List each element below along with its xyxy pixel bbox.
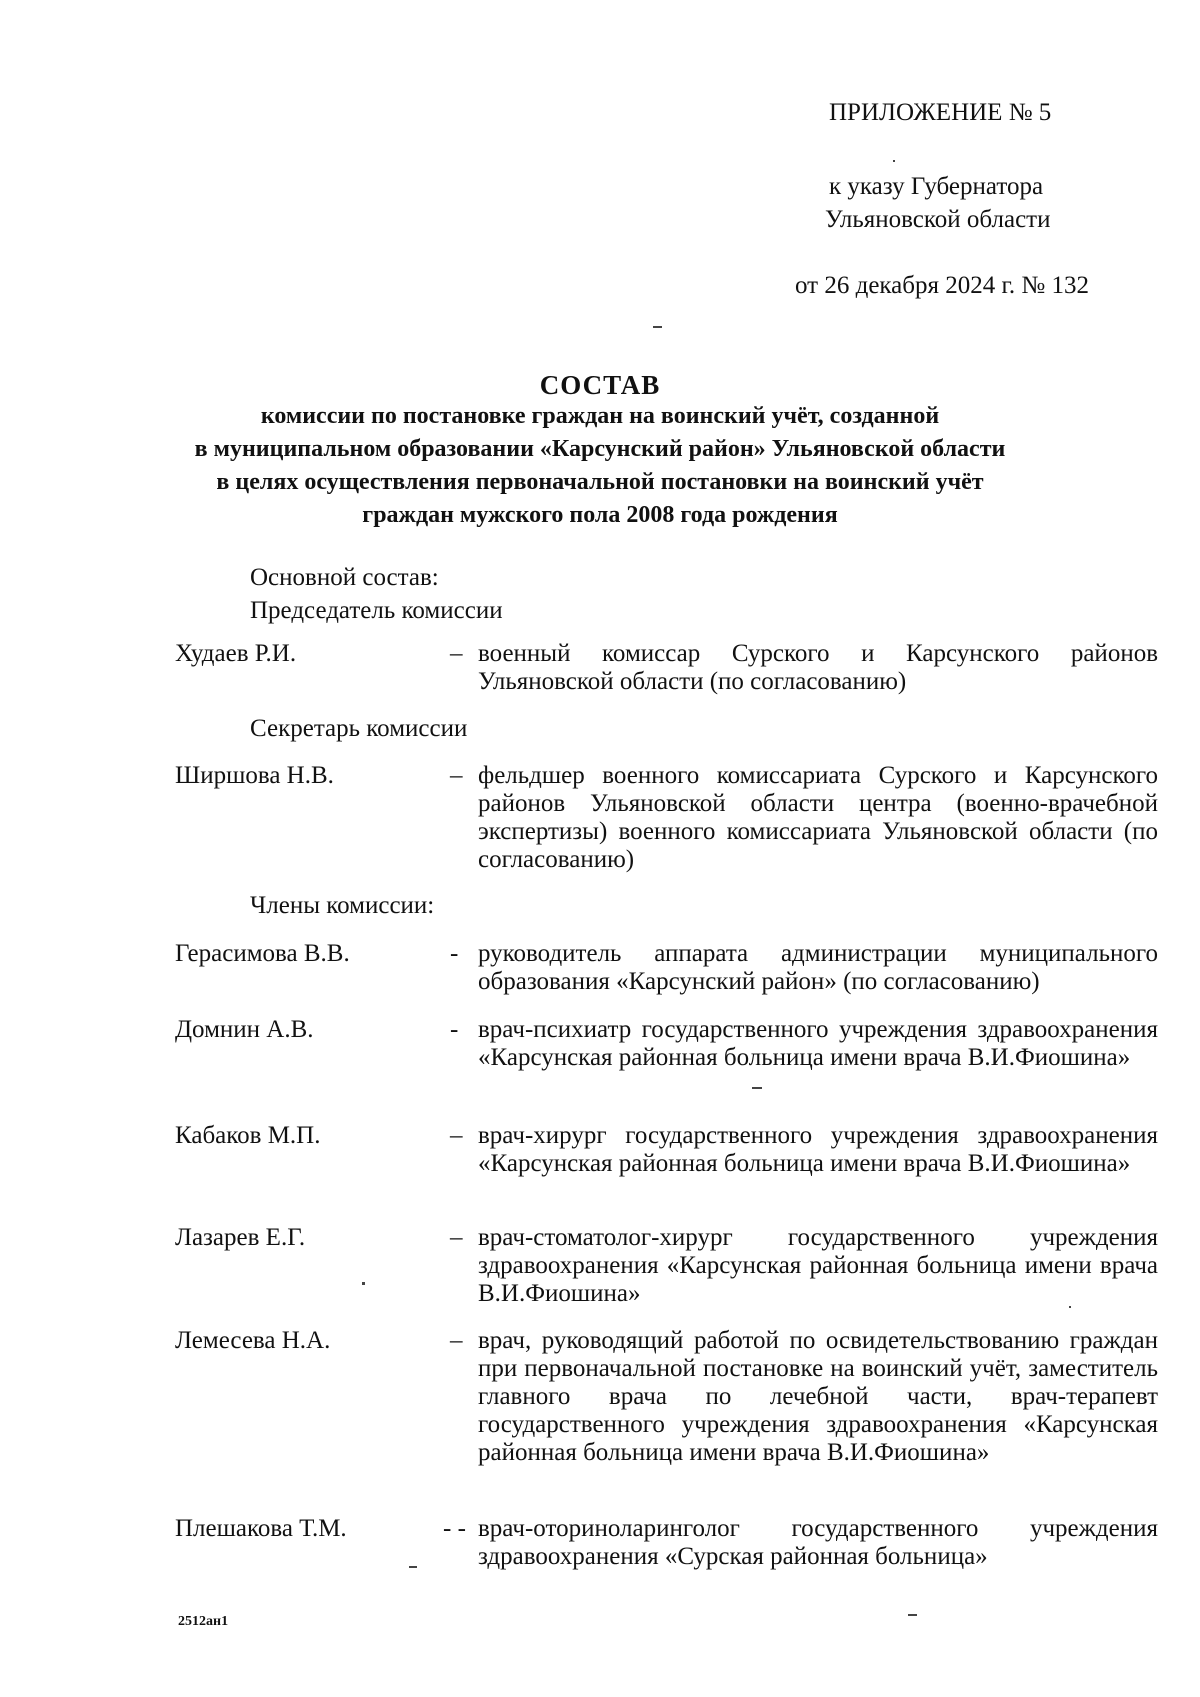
person-name: Лазарев Е.Г.: [175, 1224, 306, 1251]
person-description: врач-психиатр государственного учреждения здравоохранения «Карсунская районная больница имени врача В.И.Фиошина»: [478, 1016, 1158, 1071]
document-title: СОСТАВ: [539, 370, 661, 400]
person-name: Худаев Р.И.: [175, 640, 297, 667]
appendix-line-1: к указу Губернатора: [829, 173, 1044, 200]
person-dash: –: [450, 1327, 463, 1354]
scan-speck: [409, 1566, 417, 1568]
scan-speck: [908, 1614, 917, 1616]
person-name: Лемесева Н.А.: [175, 1327, 331, 1354]
document-code: 2512ан1: [178, 1614, 229, 1629]
section-secretary: Секретарь комиссии: [250, 715, 468, 742]
section-main-composition: Основной состав:: [250, 564, 439, 591]
heading-line-4: граждан мужского пола 2008 года рождения: [362, 502, 838, 528]
scan-speck: [893, 160, 895, 162]
person-name: Ширшова Н.В.: [175, 762, 334, 789]
person-description: руководитель аппарата администрации муниципального образования «Карсунский район» (по согласованию): [478, 940, 1158, 995]
scan-speck: [752, 1087, 762, 1089]
scan-speck: [1069, 1306, 1071, 1308]
person-dash: –: [450, 1122, 463, 1149]
person-description: врач-стоматолог-хирург государственного учреждения здравоохранения «Карсунская районная больница имени врача В.И.Фиошина»: [478, 1224, 1158, 1307]
heading-line-3: в целях осуществления первоначальной постановки на воинский учёт: [216, 469, 984, 495]
heading-line-2: в муниципальном образовании «Карсунский район» Ульяновской области: [194, 436, 1006, 462]
person-name: Домнин А.В.: [175, 1016, 314, 1043]
person-dash: –: [450, 640, 463, 667]
person-dash: - -: [443, 1515, 466, 1542]
person-dash: -: [450, 940, 459, 967]
person-description: врач-оториноларинголог государственного учреждения здравоохранения «Сурская районная больница»: [478, 1515, 1158, 1570]
person-name: Плешакова Т.М.: [175, 1515, 347, 1542]
person-description: военный комиссар Сурского и Карсунского районов Ульяновской области (по согласованию): [478, 640, 1158, 695]
person-name: Кабаков М.П.: [175, 1122, 321, 1149]
appendix-line-2: Ульяновской области: [825, 206, 1051, 233]
section-members: Члены комиссии:: [250, 892, 435, 919]
heading-line-1: комиссии по постановке граждан на воинский учёт, созданной: [260, 403, 940, 429]
scan-speck: [653, 326, 662, 328]
person-description: фельдшер военного комиссариата Сурского и Карсунского районов Ульяновской области центра (военно-врачебной экспертизы) военного комиссариата Ульяновской области (по согласованию): [478, 762, 1158, 873]
appendix-title: ПРИЛОЖЕНИЕ № 5: [829, 99, 1052, 126]
person-dash: –: [450, 762, 463, 789]
person-description: врач, руководящий работой по освидетельствованию граждан при первоначальной постановке на воинский учёт, заместитель главного врача по лечебной части, врач-терапевт государственного учреждения здравоохранения «Карсунская районная больница имени врача В.И.Фиошина»: [478, 1327, 1158, 1466]
person-description: врач-хирург государственного учреждения здравоохранения «Карсунская районная больница имени врача В.И.Фиошина»: [478, 1122, 1158, 1177]
person-dash: –: [450, 1224, 463, 1251]
person-name: Герасимова В.В.: [175, 940, 350, 967]
section-chairman: Председатель комиссии: [250, 597, 503, 624]
scan-speck: [362, 1282, 365, 1285]
person-dash: -: [450, 1016, 459, 1043]
appendix-date: от 26 декабря 2024 г. № 132: [795, 272, 1090, 299]
